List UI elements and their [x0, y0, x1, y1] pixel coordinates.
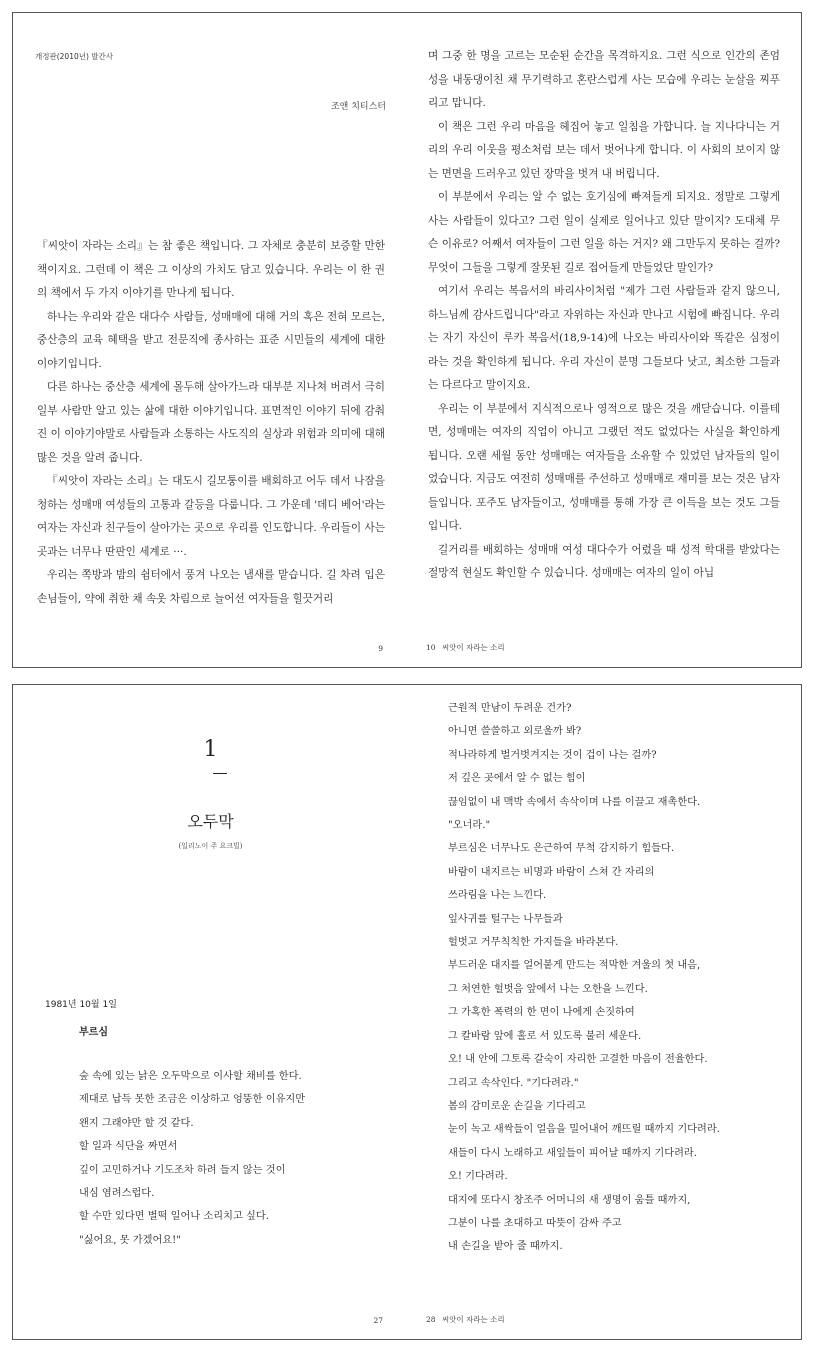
poem-line: 그분이 나를 초대하고 따뜻이 감싸 주고 — [448, 1217, 622, 1229]
poem-line: 내심 염려스럽다. — [79, 1188, 155, 1200]
poem-line: 그 칼바람 앞에 홀로 서 있도록 불러 세운다. — [448, 1030, 642, 1042]
poem-line: 근원적 만남이 두려운 건가? — [448, 703, 572, 714]
book-spread-preface — [12, 12, 802, 668]
poem-line: 눈이 녹고 새싹들이 얼음을 밀어내어 깨뜨릴 때까지 기다려라. — [448, 1124, 720, 1136]
page-number: 9 — [378, 644, 383, 653]
page-footer — [426, 1314, 509, 1325]
paragraph: 길거리를 배회하는 성매매 여성 대다수가 어렸을 때 성적 학대를 받았다는 절망적 현실도 확인할 수 있습니다. 성매매는 여자의 일이 아닙 — [428, 543, 780, 579]
body-text — [428, 45, 780, 586]
poem-line: 그리고 속삭인다. "기다려라." — [448, 1077, 579, 1089]
poem-line: 끊임없이 내 맥박 속에서 속삭이며 나를 이끌고 재촉한다. — [448, 796, 701, 808]
chapter-subtitle: (일리노이 주 요크빌) — [178, 842, 243, 850]
poem-line: 할 일과 식단을 짜면서 — [79, 1141, 178, 1153]
paragraph: 며 그중 한 명을 고르는 모순된 순간을 목격하지요. 그런 식으로 인간의 존엄성을 내동댕이친 채 무기력하고 혼란스럽게 사는 모습에 우리는 눈살을 찌푸리고 맙니다. — [428, 50, 780, 109]
book-spread-chapter-1 — [12, 684, 802, 1340]
paragraph: 우리는 이 부분에서 지식적으로나 영적으로 많은 것을 깨닫습니다. 이를테면, 성매매는 여자의 직업이 아니고 그랬던 적도 없었다는 사실을 확인하게 됩니다. 오랜 세월 동안 성매매는 여자들을 소유할 수 있었던 남자들의 일이었습니다. 지금도 여전히 성매매를 주선하고 성매매로 재미를 보는 것은 남자들입니다. 포주도 남자들이고, 성매매를 통해 가장 큰 이득을 보는 것도 그들입니다. — [428, 402, 780, 532]
poem-line: 숲 속에 있는 낡은 오두막으로 이사할 채비를 한다. — [79, 1071, 302, 1082]
paragraph: 『씨앗이 자라는 소리』는 대도시 길모퉁이를 배회하고 어두 데서 나잠을 청하는 성매매 여성들의 고통과 갈등을 다룹니다. 그 가운데 '데디 베어'라는 여자는 자신과 친구들이 살아가는 곳으로 우리를 인도합니다. 우리들이 사는 곳과는 너무나 딴판인 세계로 ···. — [37, 475, 385, 558]
chapter-rule — [213, 773, 227, 774]
poem-line: 새들이 다시 노래하고 새잎들이 피어날 때까지 기다려라. — [448, 1147, 698, 1159]
poem-line: 잎사귀를 털구는 나무들과 — [448, 913, 563, 925]
page-number: 27 — [373, 1316, 383, 1325]
chapter-title: 오두막 — [187, 812, 234, 831]
poem-line: 대지에 또다시 창조주 어머니의 새 생명이 움틀 때까지, — [448, 1194, 691, 1206]
body-text — [37, 235, 385, 611]
poem-line: 쓰라림을 나는 느낀다. — [448, 890, 547, 902]
poem-line: 내 손길을 받아 줄 때까지. — [448, 1241, 563, 1253]
poem-line: 제대로 납득 못한 조금은 이상하고 엉뚱한 이유지만 — [79, 1094, 306, 1106]
poem-line: 저 깊은 곳에서 알 수 없는 힘이 — [448, 773, 586, 785]
poem-line: 왠지 그래야만 할 것 같다. — [79, 1117, 194, 1129]
entry-date: 1981년 10월 1일 — [45, 1000, 117, 1010]
poem-line: 부르심은 너무나도 은근하여 무척 감지하기 힘들다. — [448, 843, 675, 855]
poem-lines — [448, 697, 788, 1259]
paragraph: 다른 하나는 중산층 세계에 몰두해 살아가느라 대부분 지나쳐 버려서 극히 일부 사람만 알고 있는 삶에 대한 이야기입니다. 표면적인 이야기 뒤에 감춰진 이 이야기야말로 사람들과 소통하는 사도직의 실상과 위험과 의미에 대해 많은 것을 알려 줍니다. — [37, 381, 385, 464]
page-28 — [408, 685, 803, 1339]
paragraph: 하나는 우리와 같은 대다수 사람들, 성매매에 대해 거의 혹은 전혀 모르는, 중산층의 교육 혜택을 받고 전문직에 종사하는 표준 시민들의 세계에 대한 이야기입니다. — [37, 310, 385, 370]
book-title-footer: 씨앗이 자라는 소리 — [441, 1315, 505, 1324]
poem-line: 부드러운 대지를 얼어붙게 만드는 적막한 겨울의 첫 내음, — [448, 960, 701, 972]
poem-line: 그 처연한 헐벗음 앞에서 나는 오한을 느낀다. — [448, 983, 648, 995]
paragraph: 우리는 쪽방과 밤의 쉼터에서 풍겨 나오는 냄새를 맡습니다. 길 차려 입은 손님들이, 약에 취한 채 속옷 차림으로 늘어선 여자들을 힐끗거리 — [37, 569, 385, 605]
poem-lines — [79, 1065, 379, 1252]
paragraph: 이 부분에서 우리는 알 수 없는 호기심에 빠져들게 되지요. 정말로 그렇게 사는 사람들이 있다고? 그런 일이 실제로 일어나고 있단 말이지? 도대체 무슨 이유로? 어째서 여자들이 그런 일을 하는 거지? 왜 그만두지 못하는 걸까? 무엇이 그들을 그렇게 잘못된 길로 접어들게 만들었단 말인가? — [428, 191, 780, 274]
poem-line: 헐벗고 거무칙칙한 가지들을 바라본다. — [448, 937, 619, 949]
running-head: 개정판(2010년) 발간사 — [35, 52, 114, 61]
page-number: 28 — [426, 1315, 436, 1324]
chapter-number: 1 — [203, 737, 218, 762]
poem-line: "싫어요, 못 가겠어요!" — [79, 1234, 181, 1246]
poem-title: 부르심 — [79, 1027, 108, 1038]
poem-line: 오! 내 안에 그토록 갈숙이 자리한 고결한 마음이 전율한다. — [448, 1054, 708, 1066]
page-9 — [13, 13, 408, 667]
poem-line: "오너라." — [448, 820, 491, 832]
poem-line: 봄의 감미로운 손길을 기다리고 — [448, 1100, 586, 1112]
poem-line: 오! 기다려라. — [448, 1171, 508, 1183]
page-number: 10 — [426, 643, 436, 652]
author-name: 조앤 치티스터 — [330, 102, 386, 112]
page-27 — [13, 685, 408, 1339]
book-title-footer: 씨앗이 자라는 소리 — [441, 643, 505, 652]
paragraph: 이 책은 그런 우리 마음을 헤집어 놓고 일침을 가합니다. 늘 지나다니는 거리의 우리 이웃을 평소처럼 보는 데서 벗어나게 합니다. 이 사회의 보이지 않는 면면을 드러우고 있던 장막을 벗겨 내 버립니다. — [428, 120, 780, 180]
poem-line: 아니면 쓸쓸하고 외로울까 봐? — [448, 726, 582, 738]
paragraph: 『씨앗이 자라는 소리』는 참 좋은 책입니다. 그 자체로 충분히 보증할 만한 책이지요. 그런데 이 책은 그 이상의 가치도 담고 있습니다. 우리는 이 한 권의 책에서 두 가지 이야기를 만나게 됩니다. — [37, 240, 385, 299]
poem-line: 적나라하게 벌거벗겨지는 것이 겁이 나는 걸까? — [448, 749, 657, 761]
paragraph: 여기서 우리는 복음서의 바리사이처럼 "제가 그런 사람들과 같지 않으니, 하느님께 감사드립니다"라고 자위하는 자신과 만나고 시험에 빠집니다. 우리는 자기 자신이 루카 복음서(18,9-14)에 나오는 바리사이와 똑같은 심정이라는 것을 확인하게 됩니다. 우리 자신이 분명 그들보다 낫고, 최소한 그들과는 다르다고 말이지요. — [428, 285, 780, 391]
page-footer — [426, 642, 509, 653]
poem-line: 할 수만 있다면 벌떡 일어나 소리치고 싶다. — [79, 1211, 269, 1223]
poem-line: 바람이 내지르는 비명과 바람이 스쳐 간 자리의 — [448, 866, 655, 878]
page-10 — [408, 13, 803, 667]
poem-line: 깊이 고민하거나 기도조차 하려 들지 않는 것이 — [79, 1164, 286, 1176]
poem-line: 그 가혹한 폭력의 한 면이 나에게 손짓하여 — [448, 1007, 635, 1019]
